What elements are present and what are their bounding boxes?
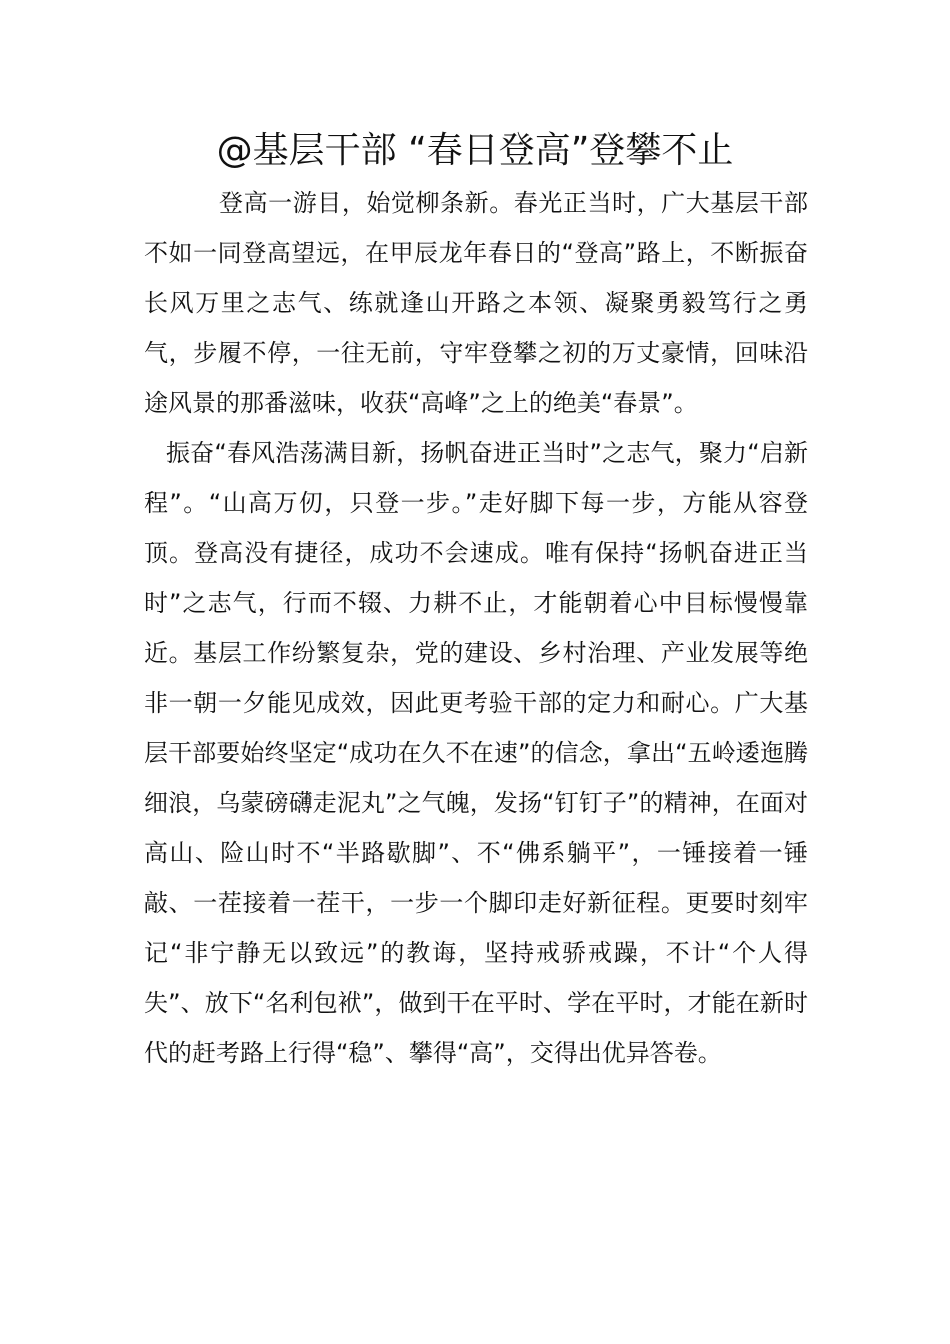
paragraph-intro: 登高一游目，始觉柳条新。春光正当时，广大基层干部不如一同登高望远，在甲辰龙年春日的“登高”路上，不断振奋长风万里之志气、练就逢山开路之本领、凝聚勇毅笃行之勇气，步履不停，一往无前，守牢登攀之初的万丈豪情，回味沿途风景的那番滋味，收获“高峰”之上的绝美“春景”。 <box>144 189 808 417</box>
document-title: @基层干部 “春日登高”登攀不止 <box>216 130 734 171</box>
paragraph-main: 振奋“春风浩荡满目新，扬帆奋进正当时”之志气，聚力“启新程”。“山高万仞，只登一步。”走好脚下每一步，方能从容登顶。登高没有捷径，成功不会速成。唯有保持“扬帆奋进正当时”之志气，行而不辍、力耕不止，才能朝着心中目标慢慢靠近。基层工作纷繁复杂，党的建设、乡村治理、产业发展等绝非一朝一夕能见成效，因此更考验干部的定力和耐心。广大基层干部要始终坚定“成功在久不在速”的信念，拿出“五岭逶迤腾细浪，乌蒙磅礴走泥丸”之气魄，发扬“钉钉子”的精神，在面对高山、险山时不“半路歇脚”、不“佛系躺平”，一锤接着一锤敲、一茬接着一茬干，一步一个脚印走好新征程。更要时刻牢记“非宁静无以致远”的教诲，坚持戒骄戒躁，不计“个人得失”、放下“名利包袱”，做到干在平时、学在平时，才能在新时代的赶考路上行得“稳”、攀得“高”，交得出优异答卷。 <box>144 439 808 1067</box>
document-body <box>144 178 808 1078</box>
